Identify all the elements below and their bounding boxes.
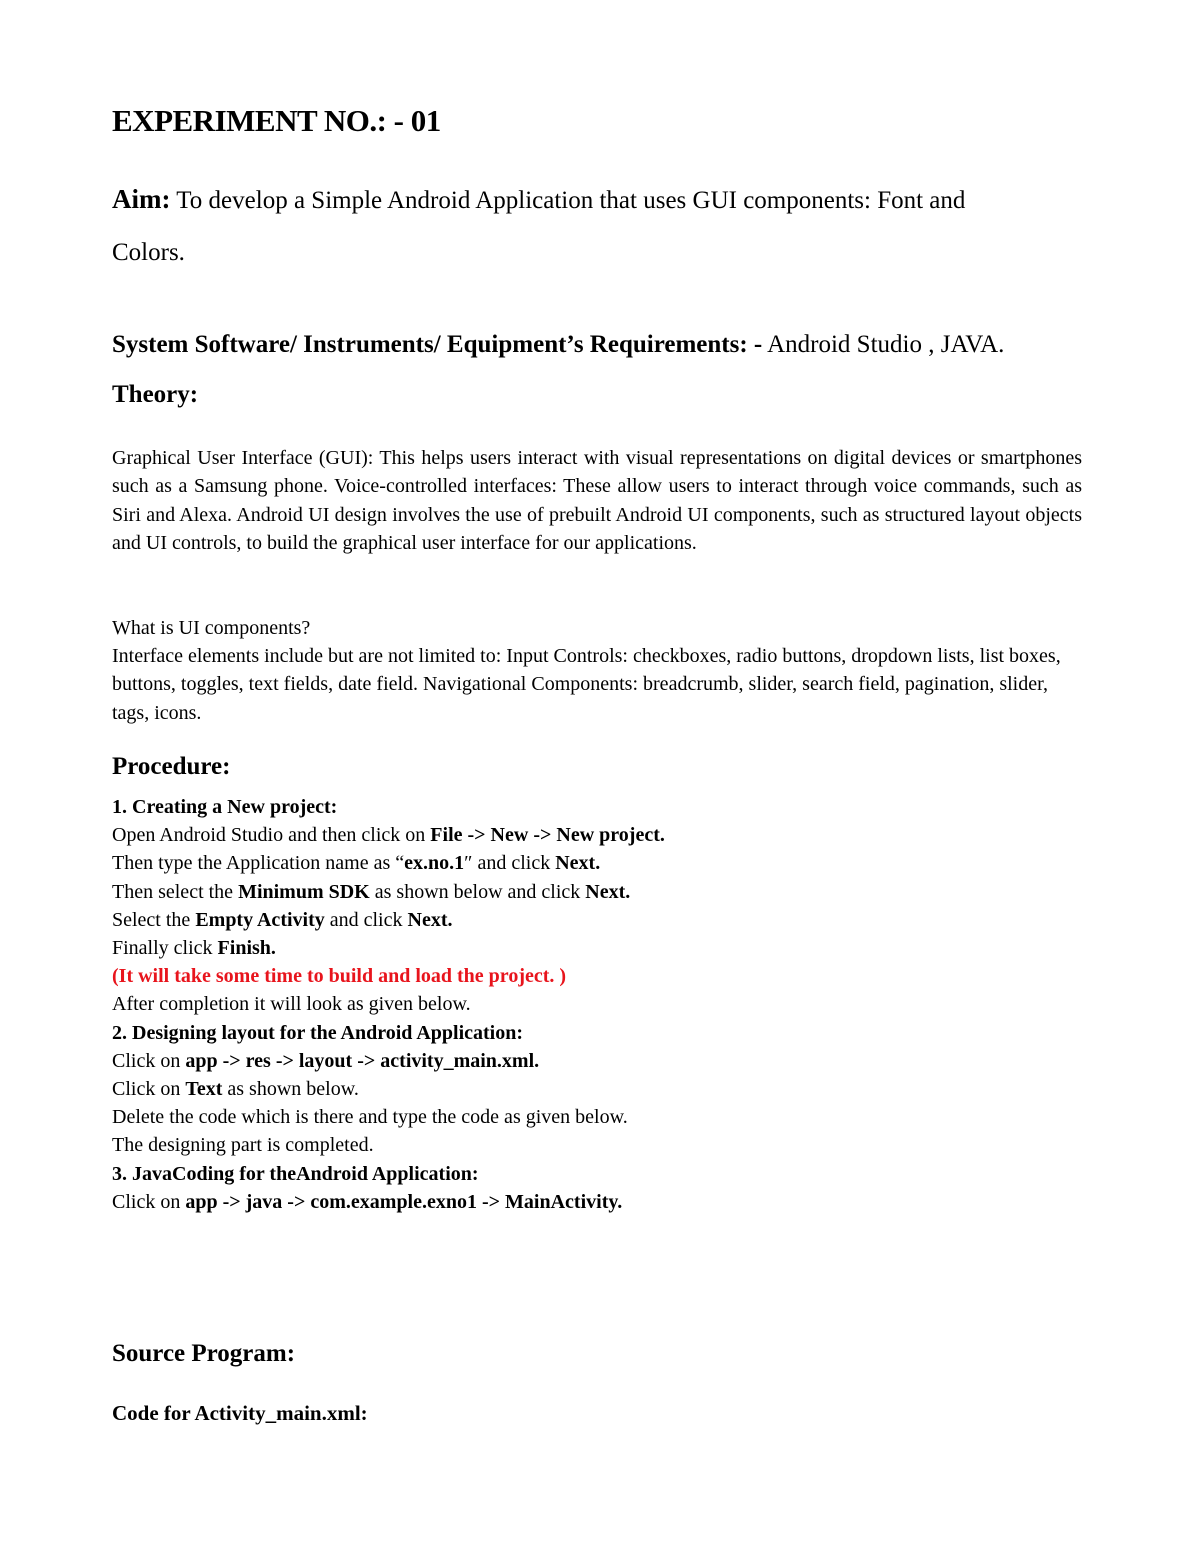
step1-line4-text2: and click: [324, 908, 408, 931]
step2-line2-text: Click on: [112, 1078, 186, 1101]
step2-line1-path: app -> res -> layout -> activity_main.xml.: [185, 1049, 540, 1072]
step3-line1: [112, 1188, 665, 1216]
step1-line2: [112, 849, 665, 877]
step1-note: (It will take some time to build and load the project. ): [112, 965, 567, 988]
procedure-steps: [112, 793, 665, 1216]
step3-title: [112, 1160, 665, 1188]
theory-paragraph: Graphical User Interface (GUI): This helps users interact with visual representations on digital devices or smartphones such as a Samsung phone. Voice-controlled interfaces: These allow users to interact through voice commands, such as Siri and Alexa. Android UI design involves the use of prebuilt Android UI components, such as structured layout objects and UI controls, to build the graphical user interface for our applications.: [112, 447, 1082, 555]
aim-text-continued: Colors.: [112, 239, 185, 266]
step1-line1: [112, 821, 665, 849]
experiment-title: EXPERIMENT NO.: - 01: [112, 103, 441, 138]
step1-line5-finish: Finish.: [217, 937, 276, 960]
step1-line2-name: ex.no.1: [404, 852, 465, 875]
step2-line4: The designing part is completed.: [112, 1134, 374, 1157]
step1-title: [112, 793, 665, 821]
step1-line1-text: Open Android Studio and then click on: [112, 824, 431, 847]
step3-title-text: 3. JavaCoding for theAndroid Application:: [112, 1162, 479, 1185]
step3-line1-text: Click on: [112, 1190, 186, 1213]
step1-line1-bold: File -> New -> New project.: [430, 824, 665, 847]
step2-line2-text2: as shown below.: [222, 1078, 359, 1101]
aim-line: [112, 184, 965, 215]
step2-line1: [112, 1047, 665, 1075]
step1-line3-next: Next.: [585, 880, 631, 903]
requirements-line: [112, 331, 1004, 359]
code-heading: Code for Activity_main.xml:: [112, 1401, 368, 1425]
ui-components-question: What is UI components?: [112, 617, 311, 639]
step1-line4-next: Next.: [407, 908, 453, 931]
step1-line5-text: Finally click: [112, 937, 218, 960]
step1-line5: [112, 934, 665, 962]
aim-text: To develop a Simple Android Application that uses GUI components: Font and: [170, 187, 966, 214]
step2-line2: [112, 1075, 665, 1103]
requirements-label: System Software/ Instruments/ Equipment’s Requirements: -: [112, 331, 763, 358]
step1-line6: After completion it will look as given below.: [112, 993, 471, 1016]
step1-line4-activity: Empty Activity: [195, 908, 325, 931]
procedure-heading: Procedure:: [112, 753, 231, 780]
step1-line3: [112, 878, 665, 906]
step1-line3-text: Then select the: [112, 880, 239, 903]
step2-line1-text: Click on: [112, 1049, 186, 1072]
step1-line2-next: Next.: [555, 852, 601, 875]
requirements-text: Android Studio , JAVA.: [762, 331, 1005, 358]
step1-line3-sdk: Minimum SDK: [238, 880, 370, 903]
ui-components-answer: Interface elements include but are not limited to: Input Controls: checkboxes, radio buttons, dropdown lists, list boxes, buttons, toggles, text fields, date field. Navigational Components: breadcrumb, slider, search field, pagination, slider, tags, icons.: [112, 645, 1061, 724]
aim-label: Aim:: [112, 184, 171, 214]
step2-title-text: 2. Designing layout for the Android Application:: [112, 1021, 523, 1044]
step3-line1-path: app -> java -> com.example.exno1 -> MainActivity.: [185, 1190, 623, 1213]
step2-line2-bold: Text: [185, 1078, 223, 1101]
step1-line4-text: Select the: [112, 908, 196, 931]
theory-heading: Theory:: [112, 381, 199, 408]
step1-line4: [112, 906, 665, 934]
step2-line3: Delete the code which is there and type the code as given below.: [112, 1106, 628, 1129]
step2-title: [112, 1019, 665, 1047]
step1-line2-text: Then type the Application name as “: [112, 852, 405, 875]
step1-line3-text2: as shown below and click: [369, 880, 586, 903]
source-program-heading: Source Program:: [112, 1340, 296, 1367]
step1-line2-text2: ″ and click: [464, 852, 556, 875]
step1-title-text: 1. Creating a New project:: [112, 796, 338, 818]
